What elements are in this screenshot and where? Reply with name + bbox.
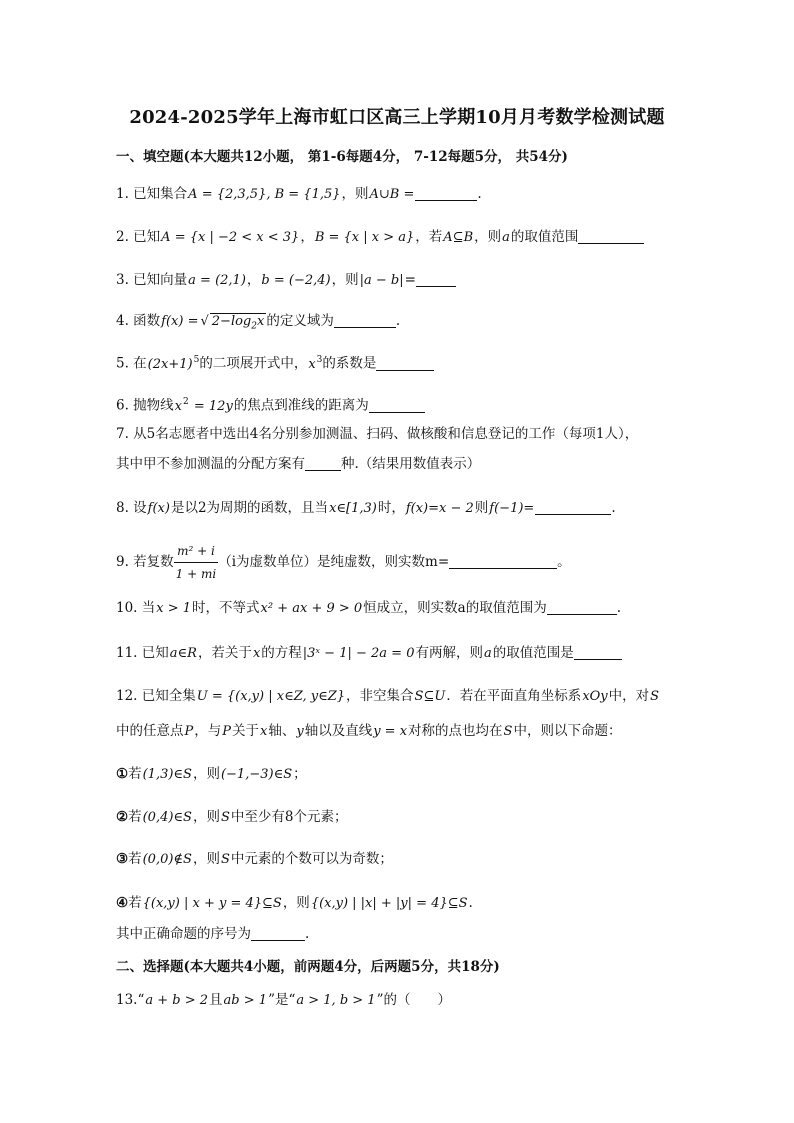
question-12: 12. 已知全集U = {(x,y) | x∈Z, y∈Z}，非空集合S⊆U．若在平面直角坐标系xOy中，对S [116,688,660,704]
option-3: ③若(0,0)∉S，则S中元素的个数可以为奇数； [116,851,393,867]
answer-blank[interactable] [251,926,305,941]
fraction: $\frac{\text{m² + i}}{1 + mi}$ [174,540,219,585]
question-8: 8. 设f(x)是以2为周期的函数，且当x∈[1,3)时，f(x)=x − 2则f(−1)= . [116,500,616,516]
question-2: 2. 已知A = {x | −2 < x < 3}，B = {x | x > a}，若A⊆B，则a的取值范围 [116,227,644,248]
option-2: ②若(0,4)∈S，则S中至少有8个元素； [116,809,348,825]
option-4: ④若{(x,y) | x + y = 4}⊆S，则{(x,y) | |x| + |y| = 4}⊆S. [116,895,473,911]
question-4: 4. 函数f(x) = √ $2-\log_2x$ 的定义域为 . [116,313,401,332]
answer-blank[interactable] [449,554,557,569]
answer-blank[interactable] [578,229,644,244]
question-12-end: 其中正确命题的序号为 . [116,926,310,942]
question-13: 13.“a + b > 2且ab > 1”是“a > 1, b > 1”的（ ） [116,992,451,1008]
question-1: 1. 已知集合A = {2,3,5}, B = {1,5}，则A∪B = . [116,186,482,202]
question-12-line2: 中的任意点P，与P关于x轴、y轴以及直线y = x对称的点也均在S中，则以下命题： [116,723,622,739]
question-7: 7. 从5名志愿者中选出4名分别参加测温、扫码、做核酸和信息登记的工作（每项1人）， [116,426,639,442]
answer-blank[interactable] [415,186,477,201]
answer-blank[interactable] [376,356,434,371]
question-5: 5. 在$(2x+1)^5$的二项展开式中，$x^3$的系数是 [116,350,434,375]
section-choice-header: 二、选择题(本大题共4小题，前两题4分，后两题5分，共18分) [116,959,500,975]
question-6: 6. 抛物线$x^2 = 12y$的焦点到准线的距离为 [116,392,425,417]
answer-blank[interactable] [305,456,341,471]
question-3: 3. 已知向量a = (2,1)，b = (−2,4)，则|a − b|= [116,270,456,291]
option-1: ①若(1,3)∈S，则(−1,−3)∈S； [116,766,307,782]
exam-title: 2024-2025学年上海市虹口区高三上学期10月月考数学检测试题 [129,107,665,128]
answer-blank[interactable] [416,272,456,287]
question-10: 10. 当x > 1时，不等式x² + ax + 9 > 0恒成立，则实数a的取值范围为 . [116,600,622,616]
question-9: 9. 若复数 $\frac{\text{m² + i}}{1 + mi}$ （i为虚数单位）是纯虚数，则实数m= 。 [116,540,571,585]
answer-blank[interactable] [369,398,425,413]
question-7-line2: 其中甲不参加测温的分配方案有 种.（结果用数值表示） [116,456,481,472]
answer-blank[interactable] [547,600,617,615]
answer-blank[interactable] [334,313,396,328]
section-fill-in-header: 一、填空题(本大题共12小题， 第1-6每题4分， 7-12每题5分， 共54分) [116,149,568,165]
answer-blank[interactable] [574,645,622,660]
answer-blank[interactable] [535,500,611,515]
question-11: 11. 已知a∈R，若关于x的方程|3ˣ − 1| − 2a = 0有两解，则a的取值范围是 [116,643,622,664]
